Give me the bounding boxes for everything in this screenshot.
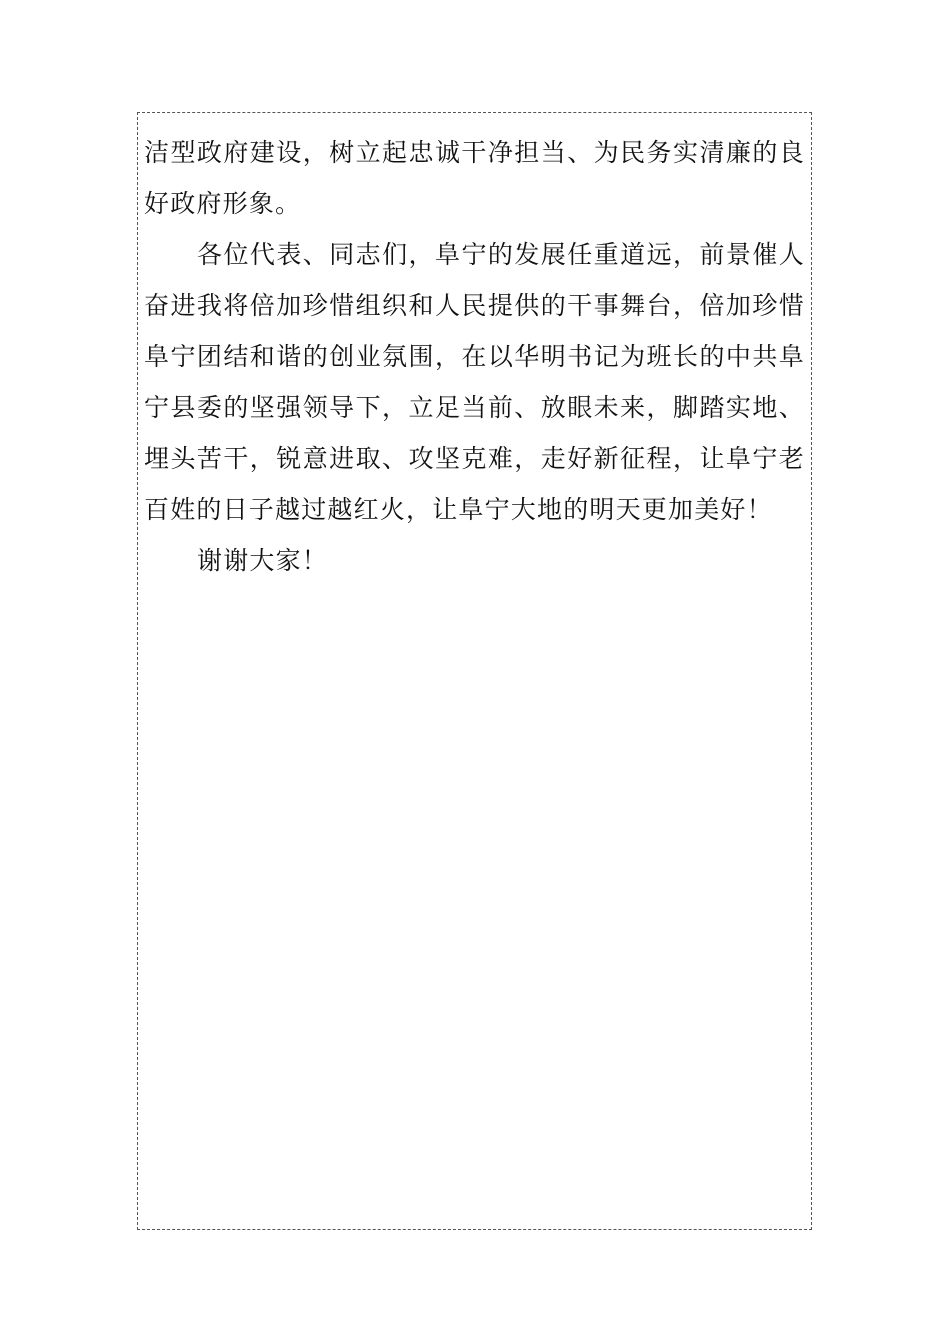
paragraph-closing-remarks: 各位代表、同志们，阜宁的发展任重道远，前景催人奋进我将倍加珍惜组织和人民提供的干事舞台，倍加珍惜阜宁团结和谐的创业氛围，在以华明书记为班长的中共阜宁县委的坚强领导下，立足当前、放眼未来，脚踏实地、埋头苦干，锐意进取、攻坚克难，走好新征程，让阜宁老百姓的日子越过越红火，让阜宁大地的明天更加美好！ (144, 240, 805, 524)
document-body (144, 127, 805, 586)
paragraph-thanks: 谢谢大家！ (197, 546, 329, 575)
page-frame (137, 112, 812, 1230)
paragraph-continuation: 洁型政府建设，树立起忠诚干净担当、为民务实清廉的良好政府形象。 (144, 138, 805, 218)
